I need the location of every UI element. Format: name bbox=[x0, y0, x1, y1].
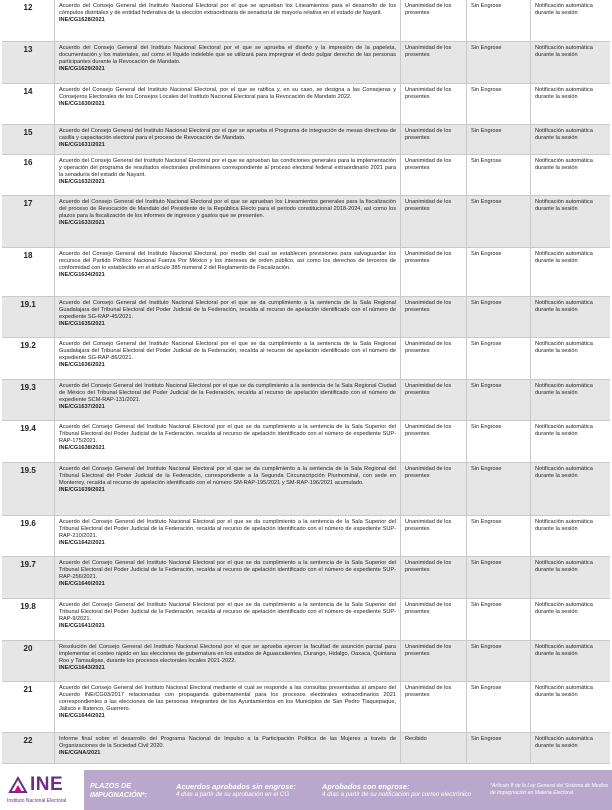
deadline-detail: 4 días a partir de su aprobación en el CG bbox=[176, 790, 290, 798]
table-row bbox=[2, 42, 610, 84]
row-description bbox=[54, 338, 400, 379]
row-notification: Notificación automática durante la sesión bbox=[530, 463, 610, 515]
row-vote: Unanimidad de los presentes bbox=[400, 125, 466, 154]
agreement-id: INE/CG1640/2021 bbox=[59, 581, 105, 588]
row-engrose: Sin Engrose bbox=[466, 155, 530, 195]
agreement-id: INE/CG1644/2021 bbox=[59, 713, 105, 720]
row-vote: Unanimidad de los presentes bbox=[400, 599, 466, 640]
row-number: 14 bbox=[23, 87, 33, 96]
table-row bbox=[2, 421, 610, 463]
row-notification: Notificación automática durante la sesión bbox=[530, 84, 610, 124]
row-vote: Unanimidad de los presentes bbox=[400, 421, 466, 462]
description-text: Acuerdo del Consejo General del Instituto Nacional Electoral por el que se da cumplimiento a la sentencia de la Sala Superior del Tribunal Electoral del Poder Judicial de la Federación, recaída al recurso de apelación identificado con el número de expediente SUP-RAP-9/2021. bbox=[59, 602, 396, 623]
table-row bbox=[2, 125, 610, 155]
row-description bbox=[54, 421, 400, 462]
row-description bbox=[54, 196, 400, 247]
row-engrose: Sin Engrose bbox=[466, 682, 530, 732]
row-description bbox=[54, 155, 400, 195]
agreement-id: INE/CG1632/2021 bbox=[59, 179, 105, 186]
row-vote: Unanimidad de los presentes bbox=[400, 297, 466, 337]
description-text: Acuerdo del Consejo General del Instituto Nacional Electoral por el que se aprueba el diseño y la impresión de la papeleta, documentación y los materiales, así como el líquido indeleble que se utilizará para impregnar el dedo pulgar derecho de las personas participantes durante la Revocación de Mandato. bbox=[59, 45, 396, 66]
row-engrose: Sin Engrose bbox=[466, 42, 530, 83]
table-row bbox=[2, 599, 610, 641]
table-row bbox=[2, 297, 610, 338]
description-text: Informe final sobre el desarrollo del Programa Nacional de Impulso a la Participación Política de las Mujeres a través de Organizaciones de la Sociedad Civil 2020. bbox=[59, 736, 396, 750]
row-engrose: Sin Engrose bbox=[466, 599, 530, 640]
row-number: 19.7 bbox=[20, 560, 36, 569]
row-engrose: Sin Engrose bbox=[466, 733, 530, 763]
row-engrose: Sin Engrose bbox=[466, 297, 530, 337]
table-row bbox=[2, 0, 610, 42]
row-number: 19.2 bbox=[20, 341, 36, 350]
agreement-id: INE/CG1629/2021 bbox=[59, 66, 105, 73]
row-engrose: Sin Engrose bbox=[466, 516, 530, 556]
row-notification: Notificación automática durante la sesión bbox=[530, 733, 610, 763]
deadline-title: Acuerdos aprobados sin engrose: bbox=[176, 781, 296, 791]
ine-emblem-icon bbox=[8, 776, 28, 794]
row-number: 13 bbox=[23, 45, 33, 54]
row-number: 18 bbox=[23, 251, 33, 260]
row-vote: Unanimidad de los presentes bbox=[400, 42, 466, 83]
agreement-id: INE/CG1639/2021 bbox=[59, 487, 105, 494]
row-vote: Unanimidad de los presentes bbox=[400, 84, 466, 124]
row-vote: Unanimidad de los presentes bbox=[400, 380, 466, 420]
agreement-id: INE/CG1637/2021 bbox=[59, 404, 105, 411]
row-number: 19.4 bbox=[20, 424, 36, 433]
table-row bbox=[2, 463, 610, 516]
row-description bbox=[54, 733, 400, 763]
row-engrose: Sin Engrose bbox=[466, 641, 530, 681]
deadline-with-engrose bbox=[316, 782, 484, 799]
description-text: Acuerdo del Consejo General del Instituto Nacional Electoral por el que se da cumplimiento a la sentencia de la Sala Superior del Tribunal Electoral del Poder Judicial de la Federación, recaída al recurso de apelación identificado con el número de expediente SUP-RAP-175/2021. bbox=[59, 424, 396, 445]
row-description bbox=[54, 297, 400, 337]
row-engrose: Sin Engrose bbox=[466, 0, 530, 41]
row-notification: Notificación automática durante la sesión bbox=[530, 516, 610, 556]
row-notification: Notificación automática durante la sesión bbox=[530, 599, 610, 640]
row-engrose: Sin Engrose bbox=[466, 380, 530, 420]
description-text: Acuerdo del Consejo General del Instituto Nacional Electoral por el que se da cumplimiento a la sentencia de la Sala Regional Ciudad de México del Tribunal Electoral del Poder Judicial de la Federación, recaída al recurso de apelación identificado con el número de expediente SCM-RAP-131/2021. bbox=[59, 383, 396, 404]
table-row bbox=[2, 248, 610, 297]
agreement-id: INE/CG1638/2021 bbox=[59, 445, 105, 452]
description-text: Acuerdo del Consejo General del Instituto Nacional Electoral por el que se da cumplimiento a la sentencia de la Sala Regional del Tribunal Electoral del Poder Judicial de la Federación, correspondiente a la Segunda Circunscripción Plurinominal, con sede en Monterrey, recaída al recurso de apelación identificado con el número SM-RAP-195/2021 y SM-RAP-196/2021 acumulado. bbox=[59, 466, 396, 487]
row-engrose: Sin Engrose bbox=[466, 338, 530, 379]
agreement-id: INE/CG1631/2021 bbox=[59, 142, 105, 149]
description-text: Resolución del Consejo General del Instituto Nacional Electoral por el que se aprueba ejercer la facultad de asunción parcial para implementar el conteo rápido en las elecciones de gubernatura en los estados de Aguascalientes, Durango, Hidalgo, Oaxaca, Quintana Roo y Tamaulipas, durante los procesos electorales locales 2021-2022. bbox=[59, 644, 396, 665]
logo-text: INE bbox=[30, 774, 64, 795]
row-vote: Unanimidad de los presentes bbox=[400, 641, 466, 681]
deadlines-title: PLAZOS DE IMPUGNACIÓN*: bbox=[90, 781, 148, 799]
description-text: Acuerdo del Consejo General del Instituto Nacional Electoral, por medio del cual se establecen previsiones para salvaguardar los recursos del Partido Político Nacional Fuerza Por México y los intereses de orden público, así como los derechos de terceros de conformidad con lo establecido en el artículo 385 numeral 2 del Reglamento de Fiscalización. bbox=[59, 251, 396, 272]
agreement-id: INE/CG1630/2021 bbox=[59, 101, 105, 108]
row-description bbox=[54, 84, 400, 124]
row-number: 15 bbox=[23, 128, 33, 137]
row-vote: Unanimidad de los presentes bbox=[400, 155, 466, 195]
row-notification: Notificación automática durante la sesión bbox=[530, 421, 610, 462]
row-number: 19.6 bbox=[20, 519, 36, 528]
description-text: Acuerdo del Consejo General del Instituto Nacional Electoral mediante el cual se responde a las consultas presentadas al amparo del Acuerdo INE/CG03/2017 relacionadas con propaganda gubernamental para los procesos electorales extraordinarios 2021 correspondientes a las elecciones de las personas integrantes de los Ayuntamientos en los Municipios de San Pedro Tlaquepaque, Jalisco e Iliatenco, Guerrero. bbox=[59, 685, 396, 713]
agreement-id: INE/CG1628/2021 bbox=[59, 17, 105, 24]
row-number: 17 bbox=[23, 199, 33, 208]
table-row bbox=[2, 557, 610, 599]
row-notification: Notificación automática durante la sesión bbox=[530, 380, 610, 420]
row-number: 19.5 bbox=[20, 466, 36, 475]
row-notification: Notificación automática durante la sesión bbox=[530, 125, 610, 154]
description-text: Acuerdo del Consejo General del Instituto Nacional Electoral por el que se da cumplimiento a la sentencia de la Sala Regional Guadalajara del Tribunal Electoral del Poder Judicial de la Federación, recaída al recurso de apelación identificado con el número de expediente SG-RAP-86/2021. bbox=[59, 341, 396, 362]
row-vote: Unanimidad de los presentes bbox=[400, 682, 466, 732]
row-description bbox=[54, 463, 400, 515]
row-engrose: Sin Engrose bbox=[466, 421, 530, 462]
description-text: Acuerdo del Consejo General del Instituto Nacional Electoral por el que se da cumplimiento a la sentencia de la Sala Regional Guadalajara del Tribunal Electoral del Poder Judicial de la Federación, recaída al recurso de apelación identificado con el número de expediente SG-RAP-45/2021. bbox=[59, 300, 396, 321]
agreement-id: INE/CGNA/2021 bbox=[59, 750, 101, 757]
agreement-id: INE/CG1642/2021 bbox=[59, 540, 105, 547]
row-description bbox=[54, 248, 400, 296]
table-row bbox=[2, 641, 610, 682]
description-text: Acuerdo del Consejo General del Instituto Nacional Electoral, por el que se ratifica y, en su caso, se designa a las Consejeras y Consejeros Electorales de los Consejos Locales del Instituto Nacional Electoral para la Revocación de Mandato 2022. bbox=[59, 87, 396, 101]
row-description bbox=[54, 380, 400, 420]
table-row bbox=[2, 196, 610, 248]
description-text: Acuerdo del Consejo General del Instituto Nacional Electoral por el que se da cumplimiento a la sentencia de la Sala Superior del Tribunal Electoral del Poder Judicial de la Federación, recaída al recurso de apelación identificado con el número de expediente SUP-RAP-210/2021. bbox=[59, 519, 396, 540]
row-vote: Recibido bbox=[400, 733, 466, 763]
row-vote: Unanimidad de los presentes bbox=[400, 516, 466, 556]
row-notification: Notificación automática durante la sesión bbox=[530, 682, 610, 732]
row-number: 12 bbox=[23, 3, 33, 12]
row-engrose: Sin Engrose bbox=[466, 125, 530, 154]
row-vote: Unanimidad de los presentes bbox=[400, 557, 466, 598]
deadline-detail: 4 días a partir de su notificación por correo electrónico bbox=[322, 790, 471, 798]
table-row bbox=[2, 380, 610, 421]
row-number: 19.1 bbox=[20, 300, 36, 309]
row-notification: Notificación automática durante la sesión bbox=[530, 557, 610, 598]
agreement-id: INE/CG1636/2021 bbox=[59, 362, 105, 369]
deadline-without-engrose bbox=[174, 782, 316, 799]
description-text: Acuerdo del Consejo General del Instituto Nacional Electoral por el que se aprueban los Lineamientos para el desarrollo de los cómputos distritales y de entidad federativa de la elección extraordinaria de senaduría de mayoría relativa en el estado de Nayarit. bbox=[59, 3, 396, 17]
row-vote: Unanimidad de los presentes bbox=[400, 0, 466, 41]
row-number: 19.8 bbox=[20, 602, 36, 611]
deadline-title: Aprobados con engrose: bbox=[322, 781, 410, 791]
row-description bbox=[54, 557, 400, 598]
row-notification: Notificación automática durante la sesión bbox=[530, 155, 610, 195]
row-engrose: Sin Engrose bbox=[466, 84, 530, 124]
row-number: 19.3 bbox=[20, 383, 36, 392]
row-engrose: Sin Engrose bbox=[466, 196, 530, 247]
table-row bbox=[2, 733, 610, 764]
description-text: Acuerdo del Consejo General del Instituto Nacional Electoral por el que se aprueban los Lineamientos generales para la fiscalización del proceso de Revocación de Mandato del Presidente de la República Electo para el periodo constitucional 2018-2024, así como los plazos para la fiscalización de los informes de ingresos y gastos que se presenten. bbox=[59, 199, 396, 220]
row-number: 16 bbox=[23, 158, 33, 167]
row-engrose: Sin Engrose bbox=[466, 463, 530, 515]
row-engrose: Sin Engrose bbox=[466, 248, 530, 296]
description-text: Acuerdo del Consejo General del Instituto Nacional Electoral por el que se aprueba el Programa de integración de mesas directivas de casilla y capacitación electoral para el proceso de Revocación de Mandato. bbox=[59, 128, 396, 142]
row-engrose: Sin Engrose bbox=[466, 557, 530, 598]
row-description bbox=[54, 42, 400, 83]
row-notification: Notificación automática durante la sesión bbox=[530, 297, 610, 337]
ine-logo bbox=[0, 770, 84, 810]
row-number: 20 bbox=[23, 644, 33, 653]
description-text: Acuerdo del Consejo General del Instituto Nacional Electoral por el que se aprueban las condiciones generales para la implementación y operación del programa de resultados electorales preliminares correspondiente al proceso electoral federal extraordinario 2021 para la senaduría del estado de Nayarit. bbox=[59, 158, 396, 179]
table-row bbox=[2, 338, 610, 380]
agreement-id: INE/CG1643/2021 bbox=[59, 665, 105, 672]
row-notification: Notificación automática durante la sesión bbox=[530, 338, 610, 379]
row-description bbox=[54, 0, 400, 41]
footer-banner bbox=[0, 770, 612, 810]
row-description bbox=[54, 125, 400, 154]
agreement-id: INE/CG1634/2021 bbox=[59, 272, 105, 279]
row-number: 21 bbox=[23, 685, 33, 694]
logo-subtitle: Instituto Nacional Electoral bbox=[7, 798, 67, 804]
row-vote: Unanimidad de los presentes bbox=[400, 463, 466, 515]
agreement-id: INE/CG1633/2021 bbox=[59, 220, 105, 227]
row-description bbox=[54, 516, 400, 556]
agreement-id: INE/CG1635/2021 bbox=[59, 321, 105, 328]
row-notification: Notificación automática durante la sesión bbox=[530, 641, 610, 681]
table-row bbox=[2, 84, 610, 125]
row-description bbox=[54, 599, 400, 640]
row-description bbox=[54, 682, 400, 732]
legal-footnote: *Artículo 8 de la Ley General del Sistema de Medios de Impugnación en Materia Electoral. bbox=[490, 783, 609, 796]
row-vote: Unanimidad de los presentes bbox=[400, 196, 466, 247]
agreements-table bbox=[2, 0, 610, 764]
row-vote: Unanimidad de los presentes bbox=[400, 248, 466, 296]
agreement-id: INE/CG1641/2021 bbox=[59, 623, 105, 630]
table-row bbox=[2, 516, 610, 557]
row-vote: Unanimidad de los presentes bbox=[400, 338, 466, 379]
row-notification: Notificación automática durante la sesión bbox=[530, 196, 610, 247]
row-number: 22 bbox=[23, 736, 33, 745]
table-row bbox=[2, 155, 610, 196]
description-text: Acuerdo del Consejo General del Instituto Nacional Electoral por el que se da cumplimiento a la sentencia de la Sala Superior del Tribunal Electoral del Poder Judicial de la Federación, recaída al recurso de apelación identificado con el número de expediente SUP-RAP-256/2021. bbox=[59, 560, 396, 581]
row-notification: Notificación automática durante la sesión bbox=[530, 42, 610, 83]
row-notification: Notificación automática durante la sesión bbox=[530, 0, 610, 41]
table-row bbox=[2, 682, 610, 733]
row-notification: Notificación automática durante la sesión bbox=[530, 248, 610, 296]
row-description bbox=[54, 641, 400, 681]
